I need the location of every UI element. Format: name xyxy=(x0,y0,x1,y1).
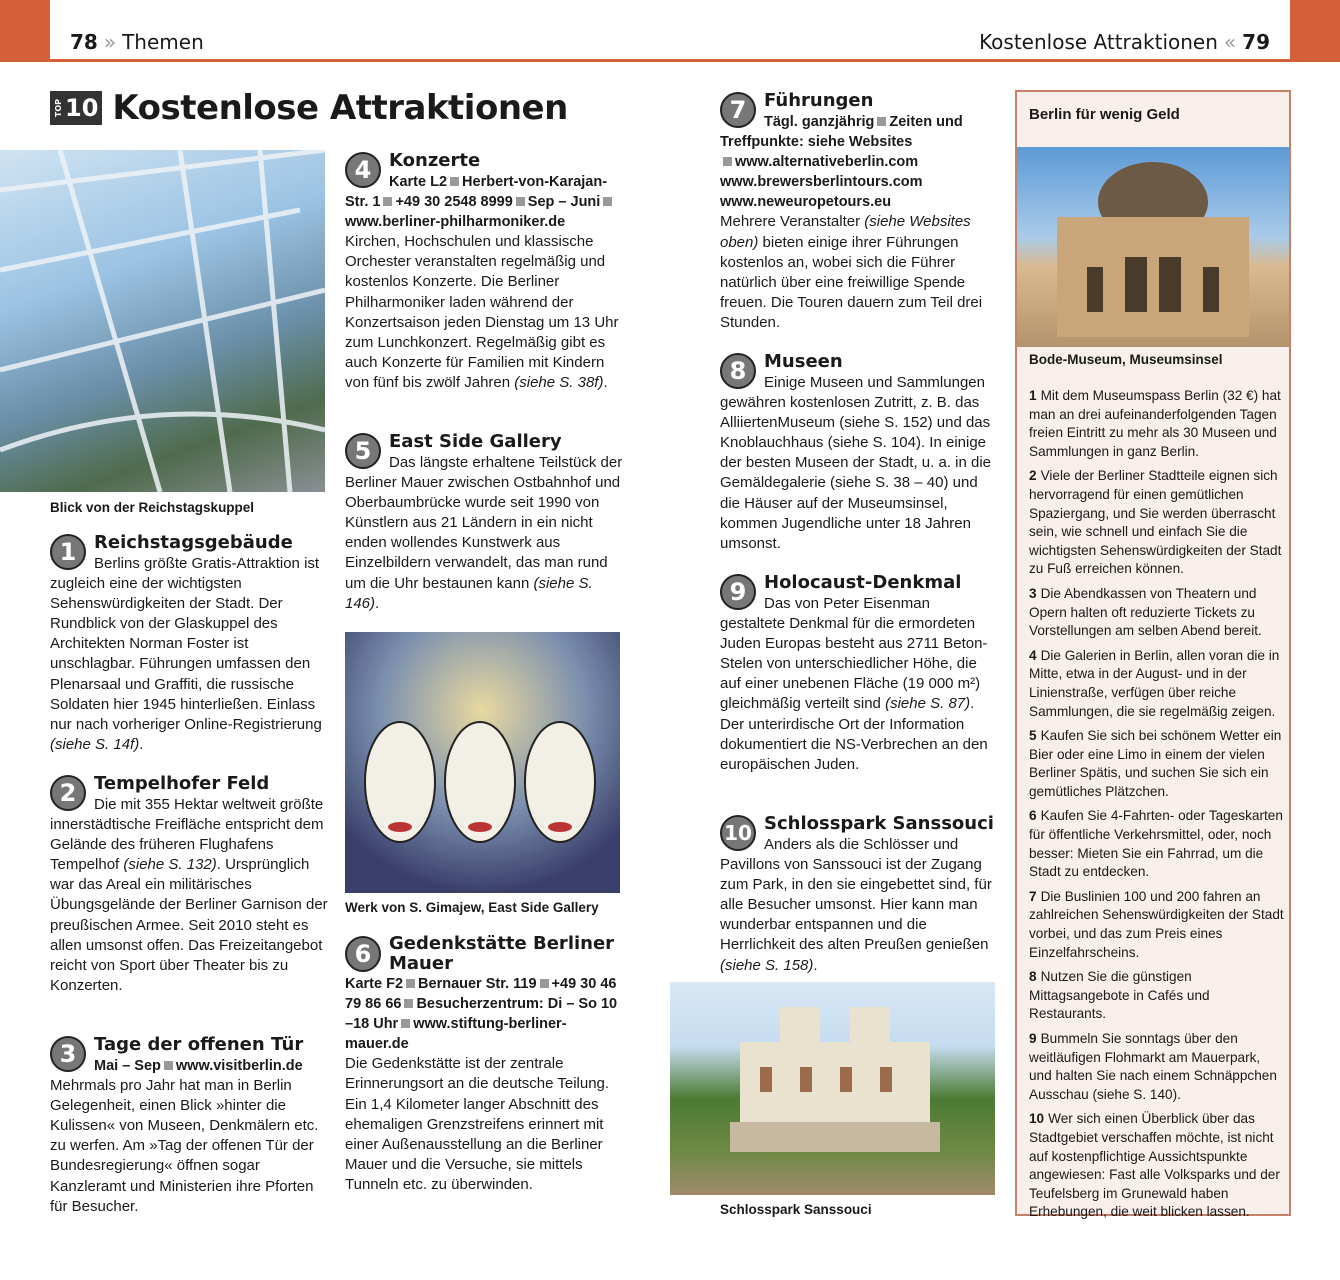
item-konzerte xyxy=(345,150,623,393)
header-rule xyxy=(0,59,1340,62)
tip-number: 9 xyxy=(1029,1031,1037,1046)
text: . Der unterirdische Ort der Information dokumentiert die NS-Verbrechen an den europäischen Juden. xyxy=(720,695,988,773)
item-east-side-gallery xyxy=(345,431,623,614)
phone: +49 30 46 79 86 66 xyxy=(345,976,617,1013)
season: Sep – Juni xyxy=(527,194,601,211)
website-link[interactable]: www.stiftung-berliner-mauer.de xyxy=(345,1016,567,1053)
page-ref: (siehe Websites oben) xyxy=(720,213,971,251)
item-title: Konzerte xyxy=(389,150,481,171)
schedule: Tägl. ganzjährig xyxy=(764,114,875,130)
bullet-square-icon xyxy=(401,1019,410,1028)
tip-number: 4 xyxy=(1029,647,1037,663)
running-title: Kostenlose Attraktionen xyxy=(979,30,1218,54)
tip-text: Mit dem Museumspass Berlin (32 €) hat man an drei aufeinanderfolgenden Tagen freien Eintritt zu mehr als 30 Museen und Sammlungen in ganz Berlin. xyxy=(1029,388,1281,459)
image-caption: Schlosspark Sanssouci xyxy=(720,1202,872,1217)
number-badge-icon: 9 xyxy=(720,574,756,610)
tip xyxy=(1029,585,1285,641)
phone: +49 30 2548 8999 xyxy=(395,194,513,211)
meeting-points: Zeiten und Treffpunkte: siehe Websites xyxy=(720,114,963,151)
tip-text: Bummeln Sie sonntags über den weitläufigen Flohmarkt am Mauerpark, und halten Sie nach einem Schnäppchen Ausschau (siehe S. 140). xyxy=(1029,1031,1277,1102)
tip xyxy=(1029,467,1285,579)
tip xyxy=(1029,1030,1285,1104)
bullet-square-icon xyxy=(516,197,525,206)
bullet-square-icon xyxy=(723,157,732,166)
bullet-square-icon xyxy=(877,117,886,126)
tip-number: 10 xyxy=(1029,1111,1045,1127)
item-holocaust-denkmal xyxy=(720,572,998,775)
bullet-square-icon xyxy=(603,197,612,206)
badge-num: 10 xyxy=(65,94,99,122)
item-title: Museen xyxy=(764,351,843,372)
tip xyxy=(1029,888,1285,962)
item-info xyxy=(50,1056,328,1076)
bode-museum-photo xyxy=(1017,147,1289,347)
number-badge-icon: 10 xyxy=(720,815,756,851)
website-link[interactable]: www.visitberlin.de xyxy=(175,1058,303,1074)
text: Mehrere Veranstalter xyxy=(720,213,865,231)
address: Bernauer Str. 119 xyxy=(418,976,537,992)
text: Berlins größte Gratis-Attraktion ist zugleich eine der wichtigsten Sehenswürdigkeiten der Stadt. Der Rundblick von der Glaskuppel des Architekten Norman Foster ist unschlagbar. Führungen umfassen den Plenarsaal und Graffiti, die russische Soldaten hier 1945 hinterließen. Einlass nur nach vorheriger Online-Registrierung xyxy=(50,555,322,733)
tip-text: Die Abendkassen von Theatern und Opern halten oft reduzierte Tickets zu Vorstellungen am selben Abend bereit. xyxy=(1029,585,1262,639)
item-text xyxy=(50,795,328,996)
text: . xyxy=(375,594,380,612)
page-ref: (siehe S. 146) xyxy=(345,574,593,612)
tip-text: Kaufen Sie sich bei schönem Wetter ein Bier oder eine Limo in einem der vielen Berliner Spätis, und suchen Sie sich ein gemütliches Plätzchen. xyxy=(1029,728,1282,799)
tip-number: 3 xyxy=(1029,585,1037,601)
tip-text: Die Buslinien 100 und 200 fahren an zahlreichen Sehenswürdigkeiten der Stadt vorbei, und das zum Preis eines Einzelfahrscheins. xyxy=(1029,888,1284,960)
header-left xyxy=(70,30,204,54)
item-text: Einige Museen und Sammlungen gewähren kostenlosen Zutritt, z. B. das AlliiertenMuseum (siehe S. 152) und das Knoblauchhaus (siehe S. 104). In einige der besten Museen der Stadt, u. a. in die Gemäldegalerie (siehe S. 38 – 40) und die Häuser auf der Museumsinsel, kommen Jugendliche unter 18 Jahren umsonst. xyxy=(720,374,992,552)
bullet-square-icon xyxy=(164,1061,173,1070)
item-title: Führungen xyxy=(764,90,874,111)
text: . xyxy=(139,735,144,753)
item-title: East Side Gallery xyxy=(389,431,562,452)
tip-text: Viele der Berliner Stadtteile eignen sich hervorragend für einen gemütlichen Spaziergang, und Sie werden überrascht sein, wie schnell und einfach Sie die wichtigsten Sehenswürdigkeiten der Stadt zu Fuß erreichen können. xyxy=(1029,468,1282,577)
sidebar-image-caption: Bode-Museum, Museumsinsel xyxy=(1029,352,1223,367)
item-text: Die Gedenkstätte ist der zentrale Erinnerungsort an die deutsche Teilung. Ein 1,4 Kilometer langer Abschnitt des ehemaligen Grenzstreifens erinnert mit einer Außenausstellung an die Berliner Mauer und die Versuche, sie mittels Tunneln etc. zu überwinden. xyxy=(345,1055,610,1193)
text: Kirchen, Hochschulen und klassische Orchester veranstalten regelmäßig und kostenlos Konzerte. Die Berliner Philharmoniker laden während der Konzertsaison jeden Dienstag um 13 Uhr zum Lunchkonzert. Regelmäßig gibt es auch Konzerte für Familien mit Kindern von fünf bis zwölf Jahren xyxy=(345,233,619,391)
info: Mai – Sep xyxy=(94,1058,161,1074)
tip-number: 7 xyxy=(1029,888,1037,904)
tip-text: Kaufen Sie 4-Fahrten- oder Tageskarten für öffentliche Verkehrsmittel, oder, noch besser: Mieten Sie ein Fahrrad, um die Stadt zu entdecken. xyxy=(1029,808,1283,880)
item-title: Reichstagsgebäude xyxy=(94,532,293,553)
top10-badge xyxy=(50,91,102,125)
address: Herbert-von-Karajan-Str. 1 xyxy=(345,174,608,211)
item-title: Holocaust-Denkmal xyxy=(764,572,962,593)
number-badge-icon: 5 xyxy=(345,433,381,469)
section-name: Themen xyxy=(122,30,204,54)
text: Das von Peter Eisenman gestaltete Denkmal für die ermordeten Juden Europas besteht aus 2711 Beton-Stelen von unterschiedlicher Höhe, die auf einer unebenen Fläche (19 000 m²) gleichmäßig verteilt sind xyxy=(720,595,988,713)
page-number-left: 78 xyxy=(70,30,98,54)
sidebar-berlin-fuer-wenig-geld xyxy=(1015,90,1291,1220)
map-ref: Karte L2 xyxy=(389,174,448,190)
item-tage-der-offenen-tuer xyxy=(50,1034,328,1217)
item-text xyxy=(50,554,328,755)
item-tempelhofer-feld xyxy=(50,773,328,996)
number-badge-icon: 8 xyxy=(720,353,756,389)
tip-number: 5 xyxy=(1029,728,1037,744)
page-ref: (siehe S. 38f) xyxy=(514,373,604,391)
image-caption: Blick von der Reichstagskuppel xyxy=(50,500,255,515)
east-side-gallery-photo xyxy=(345,632,620,893)
tip-text: Wer sich einen Überblick über das Stadtgebiet verschaffen möchte, ist nicht auf kostenpflichtige Aussichtspunkte angewiesen: Fast alle Volksparks und der Teufelsberg im Grunewald haben Erhebungen, die weit blicken lassen. xyxy=(1029,1111,1280,1220)
header-right xyxy=(979,30,1270,54)
page-ref: (siehe S. 87) xyxy=(885,695,971,713)
text: . xyxy=(813,956,818,974)
number-badge-icon: 2 xyxy=(50,775,86,811)
number-badge-icon: 4 xyxy=(345,152,381,188)
number-badge-icon: 1 xyxy=(50,534,86,570)
item-text xyxy=(345,453,623,614)
page-tab-left xyxy=(0,0,50,60)
tips-list xyxy=(1029,387,1285,1228)
item-gedenkstaette-berliner-mauer xyxy=(345,934,623,1195)
title-text: Kostenlose Attraktionen xyxy=(112,88,568,128)
website-links[interactable]: www.alternativeberlin.com www.brewersberlintours.com www.neweuropetours.eu xyxy=(720,154,923,211)
tip-text: Die Galerien in Berlin, allen voran die in Mitte, etwa in der August- und in der Linienstraße, verfügen über reiche Sammlungen, die sie regelmäßig zeigen. xyxy=(1029,647,1280,719)
text: Anders als die Schlösser und Pavillons von Sanssouci ist der Zugang zum Park, in den sie eingebettet sind, für alle Besucher umsonst. Hier kann man wunderbar entspannen und die Herrlichkeit des alten Preußen genießen xyxy=(720,836,992,954)
item-info xyxy=(345,974,623,1054)
item-reichstagsgebaeude xyxy=(50,532,328,755)
text: Das längste erhaltene Teilstück der Berliner Mauer zwischen Ostbahnhof und Oberbaumbrücke wurde seit 1990 von Künstlern aus 21 Ländern in ein nicht enden wollendes Kunstwerk aus Einzelbildern verwandelt, das man rund um die Uhr bestaunen kann xyxy=(345,454,623,592)
bullet-square-icon xyxy=(540,979,549,988)
number-badge-icon: 6 xyxy=(345,936,381,972)
item-info xyxy=(720,112,998,212)
item-text xyxy=(720,594,998,775)
page-ref: (siehe S. 132) xyxy=(123,856,217,874)
item-title: Gedenkstätte Berliner Mauer xyxy=(389,933,615,974)
page-title xyxy=(50,88,568,128)
tip-number: 6 xyxy=(1029,808,1037,824)
website-link[interactable]: www.berliner-philharmoniker.de xyxy=(345,214,566,231)
item-fuehrungen xyxy=(720,90,998,333)
page-tab-right xyxy=(1290,0,1340,60)
chevron-icon: » xyxy=(103,30,117,54)
item-info xyxy=(345,172,623,232)
text: Die mit 355 Hektar weltweit größte innerstädtische Freifläche entspricht dem Gelände des früheren Flughafens Tempelhof xyxy=(50,796,324,874)
item-text xyxy=(720,835,998,976)
chevron-icon: « xyxy=(1223,30,1237,54)
item-text xyxy=(345,232,623,393)
page-number-right: 79 xyxy=(1242,30,1270,54)
tip xyxy=(1029,387,1285,461)
sidebar-title: Berlin für wenig Geld xyxy=(1029,106,1180,123)
number-badge-icon: 3 xyxy=(50,1036,86,1072)
tip xyxy=(1029,647,1285,721)
bullet-square-icon xyxy=(450,177,459,186)
page-ref: (siehe S. 14f) xyxy=(50,735,140,753)
tip xyxy=(1029,968,1285,1024)
item-museen xyxy=(720,351,998,554)
item-text xyxy=(720,212,998,333)
tip-number: 1 xyxy=(1029,388,1037,403)
bullet-square-icon xyxy=(383,197,392,206)
bullet-square-icon xyxy=(406,979,415,988)
page-ref: (siehe S. 158) xyxy=(720,956,814,974)
tip-number: 2 xyxy=(1029,468,1037,484)
bullet-square-icon xyxy=(404,999,413,1008)
tip xyxy=(1029,1110,1285,1222)
tip xyxy=(1029,727,1285,801)
item-text: Mehrmals pro Jahr hat man in Berlin Gelegenheit, einen Blick »hinter die Kulissen« von Museen, Denkmälern etc. zu werfen. Am »Tag der offenen Tür der Bundesregierung« öffnen sogar Kanzleramt und Ministerien ihre Pforten für Besucher. xyxy=(50,1077,319,1215)
tip xyxy=(1029,807,1285,881)
opening-hours: Besucherzentrum: Di – So 10 –18 Uhr xyxy=(345,996,618,1033)
item-title: Schlosspark Sanssouci xyxy=(764,813,994,834)
tip-text: Nutzen Sie die günstigen Mittagsangebote in Cafés und Restaurants. xyxy=(1029,969,1210,1022)
image-caption: Werk von S. Gimajew, East Side Gallery xyxy=(345,900,599,915)
badge-top: TOP xyxy=(54,98,63,118)
item-title: Tage der offenen Tür xyxy=(94,1034,304,1055)
map-ref: Karte F2 xyxy=(345,976,404,992)
sanssouci-park-photo xyxy=(670,982,995,1195)
item-schlosspark-sanssouci xyxy=(720,813,998,976)
text: . Ursprünglich war das Areal ein militärisches Übungsgelände der Berliner Garnison der preußischen Armee. Seit 2010 steht es allen umsonst offen. Das Freizeitangebot reicht von Sport über Theater bis zu Konzerten. xyxy=(50,856,328,994)
tip-number: 8 xyxy=(1029,969,1037,985)
item-title: Tempelhofer Feld xyxy=(94,773,270,794)
text: bieten einige ihrer Führungen kostenlos an, wobei sich die Führer natürlich über eine freiwillige Spende freuen. Die Touren dauern zum Teil drei Stunden. xyxy=(720,233,983,331)
reichstag-dome-photo xyxy=(0,150,325,492)
text: . xyxy=(603,373,608,391)
number-badge-icon: 7 xyxy=(720,92,756,128)
